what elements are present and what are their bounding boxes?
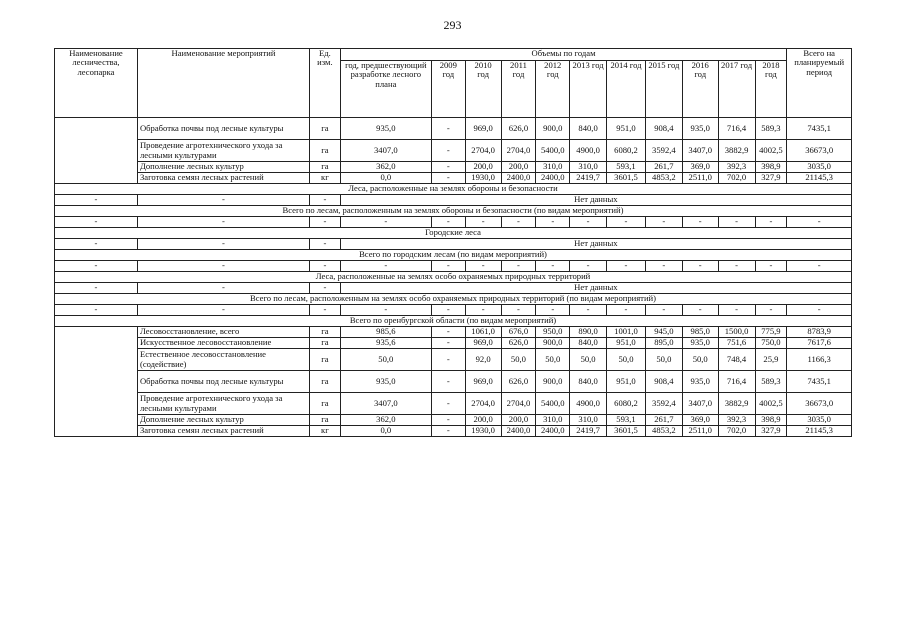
- year-value: 900,0: [536, 118, 570, 140]
- year-value: 50,0: [682, 349, 718, 371]
- total-value: 36673,0: [787, 140, 852, 162]
- dash-cell: -: [310, 283, 341, 294]
- year-value: 969,0: [465, 338, 501, 349]
- year-value: 593,1: [607, 162, 646, 173]
- dash-cell: -: [570, 217, 607, 228]
- year-value: 2400,0: [536, 426, 570, 437]
- unit-cell: га: [310, 371, 341, 393]
- unit-cell: га: [310, 327, 341, 338]
- year-value: 4002,5: [755, 393, 787, 415]
- total-value: 7617,6: [787, 338, 852, 349]
- section-row: [55, 250, 852, 261]
- year-value: -: [431, 140, 465, 162]
- dash-cell: -: [55, 195, 138, 206]
- year-value: 3882,9: [718, 393, 755, 415]
- table-row: [55, 217, 852, 228]
- dash-cell: -: [718, 261, 755, 272]
- unit-cell: га: [310, 140, 341, 162]
- table-row: [55, 261, 852, 272]
- table-row: [55, 338, 852, 349]
- prev-value: 0,0: [340, 426, 431, 437]
- year-value: 935,0: [682, 118, 718, 140]
- total-value: 3035,0: [787, 162, 852, 173]
- table-row: [55, 371, 852, 393]
- year-value: 261,7: [645, 415, 682, 426]
- section-row: [55, 228, 852, 239]
- dash-cell: -: [787, 305, 852, 316]
- header-year: 2017 год: [718, 61, 755, 118]
- dash-cell: -: [755, 217, 787, 228]
- year-value: 1001,0: [607, 327, 646, 338]
- year-value: 840,0: [570, 338, 607, 349]
- year-value: 1061,0: [465, 327, 501, 338]
- prev-value: 3407,0: [340, 140, 431, 162]
- year-value: 716,4: [718, 371, 755, 393]
- dash-cell: -: [465, 261, 501, 272]
- header-forestry: Наименование лесничества, лесопарка: [55, 49, 138, 118]
- section-row: [55, 316, 852, 327]
- dash-cell: -: [787, 217, 852, 228]
- table-row: [55, 239, 852, 250]
- dash-cell: -: [55, 305, 138, 316]
- year-value: 310,0: [536, 162, 570, 173]
- year-value: 310,0: [536, 415, 570, 426]
- year-value: 6080,2: [607, 140, 646, 162]
- year-value: 369,0: [682, 162, 718, 173]
- year-value: 2419,7: [570, 426, 607, 437]
- table-row: [55, 140, 852, 162]
- activity-name: Дополнение лесных культур: [137, 415, 309, 426]
- year-value: 950,0: [536, 327, 570, 338]
- header-year: 2010 год: [465, 61, 501, 118]
- total-value: 8783,9: [787, 327, 852, 338]
- year-value: 25,9: [755, 349, 787, 371]
- unit-cell: кг: [310, 173, 341, 184]
- header-year: 2015 год: [645, 61, 682, 118]
- year-value: 4853,2: [645, 426, 682, 437]
- dash-cell: -: [55, 239, 138, 250]
- year-value: 895,0: [645, 338, 682, 349]
- table-row: [55, 305, 852, 316]
- year-value: 392,3: [718, 162, 755, 173]
- section-heading: Всего по лесам, расположенным на землях обороны и безопасности (по видам мероприятий): [55, 206, 852, 217]
- year-value: 900,0: [536, 338, 570, 349]
- table-row: [55, 195, 852, 206]
- dash-cell: -: [55, 261, 138, 272]
- header-prev-year: год, предшествующий разработке лесного плана: [340, 61, 431, 118]
- section-row: [55, 206, 852, 217]
- section-heading: Всего по городским лесам (по видам мероприятий): [55, 250, 852, 261]
- year-value: 626,0: [501, 371, 536, 393]
- year-value: 4900,0: [570, 140, 607, 162]
- unit-cell: кг: [310, 426, 341, 437]
- year-value: 392,3: [718, 415, 755, 426]
- year-value: 1500,0: [718, 327, 755, 338]
- year-value: 840,0: [570, 118, 607, 140]
- year-value: 589,3: [755, 371, 787, 393]
- unit-cell: га: [310, 349, 341, 371]
- section-heading: Всего по лесам, расположенным на землях особо охраняемых природных территорий (по видам мероприятий): [55, 294, 852, 305]
- dash-cell: -: [718, 217, 755, 228]
- section-heading: Леса, расположенные на землях обороны и безопасности: [55, 184, 852, 195]
- year-value: -: [431, 118, 465, 140]
- year-value: 2419,7: [570, 173, 607, 184]
- dash-cell: -: [755, 305, 787, 316]
- dash-cell: -: [310, 305, 341, 316]
- prev-value: 0,0: [340, 173, 431, 184]
- year-value: 589,3: [755, 118, 787, 140]
- section-row: [55, 294, 852, 305]
- year-value: 200,0: [465, 162, 501, 173]
- year-value: 327,9: [755, 426, 787, 437]
- dash-cell: -: [340, 305, 431, 316]
- year-value: 935,0: [682, 338, 718, 349]
- total-value: 7435,1: [787, 118, 852, 140]
- year-value: 716,4: [718, 118, 755, 140]
- year-value: -: [431, 173, 465, 184]
- year-value: 2511,0: [682, 426, 718, 437]
- year-value: 750,0: [755, 338, 787, 349]
- year-value: 261,7: [645, 162, 682, 173]
- dash-cell: -: [340, 217, 431, 228]
- section-heading: Леса, расположенные на землях особо охраняемых природных территорий: [55, 272, 852, 283]
- table-row: [55, 349, 852, 371]
- dash-cell: -: [137, 239, 309, 250]
- year-value: 50,0: [570, 349, 607, 371]
- header-year: 2013 год: [570, 61, 607, 118]
- year-value: 398,9: [755, 415, 787, 426]
- header-year: 2014 год: [607, 61, 646, 118]
- header-year: 2016 год: [682, 61, 718, 118]
- dash-cell: -: [682, 217, 718, 228]
- prev-value: 935,6: [340, 338, 431, 349]
- year-value: 2704,0: [465, 140, 501, 162]
- year-value: -: [431, 371, 465, 393]
- dash-cell: -: [570, 261, 607, 272]
- no-data-cell: Нет данных: [340, 195, 851, 206]
- year-value: 3407,0: [682, 393, 718, 415]
- dash-cell: -: [645, 305, 682, 316]
- year-value: 50,0: [501, 349, 536, 371]
- year-value: 1930,0: [465, 426, 501, 437]
- year-value: 969,0: [465, 118, 501, 140]
- dash-cell: -: [465, 217, 501, 228]
- year-value: 50,0: [607, 349, 646, 371]
- activity-name: Проведение агротехнического ухода за лесными культурами: [137, 140, 309, 162]
- dash-cell: -: [465, 305, 501, 316]
- header-year: 2009 год: [431, 61, 465, 118]
- year-value: 2400,0: [536, 173, 570, 184]
- section-row: [55, 272, 852, 283]
- year-value: 840,0: [570, 371, 607, 393]
- year-value: 748,4: [718, 349, 755, 371]
- year-value: 969,0: [465, 371, 501, 393]
- year-value: 200,0: [501, 415, 536, 426]
- year-value: 951,0: [607, 118, 646, 140]
- year-value: -: [431, 426, 465, 437]
- unit-cell: га: [310, 118, 341, 140]
- unit-cell: га: [310, 393, 341, 415]
- header-activity: Наименование мероприятий: [137, 49, 309, 118]
- year-value: 3592,4: [645, 140, 682, 162]
- dash-cell: -: [501, 305, 536, 316]
- table-row: [55, 393, 852, 415]
- dash-cell: -: [137, 261, 309, 272]
- dash-cell: -: [137, 283, 309, 294]
- year-value: 626,0: [501, 338, 536, 349]
- dash-cell: -: [431, 217, 465, 228]
- total-value: 36673,0: [787, 393, 852, 415]
- dash-cell: -: [137, 305, 309, 316]
- section-heading: Городские леса: [55, 228, 852, 239]
- header-total: Всего на планируемый период: [787, 49, 852, 118]
- total-value: 3035,0: [787, 415, 852, 426]
- dash-cell: -: [718, 305, 755, 316]
- table-row: [55, 415, 852, 426]
- year-value: 908,4: [645, 371, 682, 393]
- dash-cell: -: [310, 217, 341, 228]
- table-row: [55, 118, 852, 140]
- activity-name: Заготовка семян лесных растений: [137, 426, 309, 437]
- year-value: 775,9: [755, 327, 787, 338]
- year-value: 4900,0: [570, 393, 607, 415]
- year-value: 5400,0: [536, 393, 570, 415]
- total-value: 21145,3: [787, 426, 852, 437]
- prev-value: 362,0: [340, 162, 431, 173]
- year-value: 2704,0: [501, 140, 536, 162]
- dash-cell: -: [137, 195, 309, 206]
- dash-cell: -: [137, 217, 309, 228]
- year-value: 3407,0: [682, 140, 718, 162]
- activity-name: Искусственное лесовосстановление: [137, 338, 309, 349]
- year-value: 4853,2: [645, 173, 682, 184]
- page-number: 293: [443, 18, 462, 32]
- unit-cell: га: [310, 162, 341, 173]
- table-row: [55, 327, 852, 338]
- year-value: 398,9: [755, 162, 787, 173]
- year-value: 5400,0: [536, 140, 570, 162]
- year-value: 702,0: [718, 426, 755, 437]
- year-value: 369,0: [682, 415, 718, 426]
- year-value: 3601,5: [607, 173, 646, 184]
- year-value: 702,0: [718, 173, 755, 184]
- dash-cell: -: [55, 283, 138, 294]
- header-unit: Ед. изм.: [310, 49, 341, 118]
- forest-activities-table: [54, 48, 852, 437]
- dash-cell: -: [55, 217, 138, 228]
- activity-name: Обработка почвы под лесные культуры: [137, 118, 309, 140]
- year-value: 2400,0: [501, 173, 536, 184]
- dash-cell: -: [536, 261, 570, 272]
- total-value: 1166,3: [787, 349, 852, 371]
- unit-cell: га: [310, 338, 341, 349]
- dash-cell: -: [501, 217, 536, 228]
- prev-value: 362,0: [340, 415, 431, 426]
- no-data-cell: Нет данных: [340, 239, 851, 250]
- activity-name: Проведение агротехнического ухода за лесными культурами: [137, 393, 309, 415]
- dash-cell: -: [607, 261, 646, 272]
- year-value: 2704,0: [465, 393, 501, 415]
- table-row: [55, 173, 852, 184]
- year-value: 50,0: [645, 349, 682, 371]
- year-value: 900,0: [536, 371, 570, 393]
- prev-value: 985,6: [340, 327, 431, 338]
- forestry-cell: [55, 118, 138, 184]
- activity-name: Естественное лесовосстановление (содействие): [137, 349, 309, 371]
- forestry-cell: [55, 327, 138, 437]
- year-value: 200,0: [465, 415, 501, 426]
- year-value: -: [431, 349, 465, 371]
- year-value: 3601,5: [607, 426, 646, 437]
- dash-cell: -: [310, 261, 341, 272]
- year-value: 3592,4: [645, 393, 682, 415]
- prev-value: 935,0: [340, 371, 431, 393]
- year-value: 751,6: [718, 338, 755, 349]
- year-value: 310,0: [570, 162, 607, 173]
- section-row: [55, 184, 852, 195]
- year-value: 327,9: [755, 173, 787, 184]
- year-value: 676,0: [501, 327, 536, 338]
- header-year: 2011 год: [501, 61, 536, 118]
- prev-value: 935,0: [340, 118, 431, 140]
- dash-cell: -: [787, 261, 852, 272]
- header-year: 2018 год: [755, 61, 787, 118]
- dash-cell: -: [682, 261, 718, 272]
- no-data-cell: Нет данных: [340, 283, 851, 294]
- year-value: -: [431, 338, 465, 349]
- total-value: 7435,1: [787, 371, 852, 393]
- year-value: -: [431, 393, 465, 415]
- year-value: 985,0: [682, 327, 718, 338]
- year-value: 200,0: [501, 162, 536, 173]
- dash-cell: -: [310, 239, 341, 250]
- dash-cell: -: [570, 305, 607, 316]
- year-value: -: [431, 327, 465, 338]
- year-value: 890,0: [570, 327, 607, 338]
- table-row: [55, 162, 852, 173]
- total-value: 21145,3: [787, 173, 852, 184]
- year-value: 626,0: [501, 118, 536, 140]
- prev-value: 50,0: [340, 349, 431, 371]
- activity-name: Лесовосстановление, всего: [137, 327, 309, 338]
- year-value: 310,0: [570, 415, 607, 426]
- dash-cell: -: [501, 261, 536, 272]
- year-value: 593,1: [607, 415, 646, 426]
- year-value: 945,0: [645, 327, 682, 338]
- year-value: 50,0: [536, 349, 570, 371]
- year-value: -: [431, 162, 465, 173]
- dash-cell: -: [755, 261, 787, 272]
- dash-cell: -: [645, 217, 682, 228]
- dash-cell: -: [536, 217, 570, 228]
- year-value: 2704,0: [501, 393, 536, 415]
- year-value: 951,0: [607, 371, 646, 393]
- year-value: 4002,5: [755, 140, 787, 162]
- year-value: 2511,0: [682, 173, 718, 184]
- header-volumes: Объемы по годам: [340, 49, 787, 61]
- year-value: 6080,2: [607, 393, 646, 415]
- year-value: 1930,0: [465, 173, 501, 184]
- dash-cell: -: [645, 261, 682, 272]
- activity-name: Дополнение лесных культур: [137, 162, 309, 173]
- year-value: 92,0: [465, 349, 501, 371]
- activity-name: Обработка почвы под лесные культуры: [137, 371, 309, 393]
- year-value: 935,0: [682, 371, 718, 393]
- year-value: -: [431, 415, 465, 426]
- dash-cell: -: [431, 261, 465, 272]
- dash-cell: -: [682, 305, 718, 316]
- year-value: 951,0: [607, 338, 646, 349]
- section-heading: Всего по оренбургской области (по видам мероприятий): [55, 316, 852, 327]
- unit-cell: га: [310, 415, 341, 426]
- dash-cell: -: [431, 305, 465, 316]
- dash-cell: -: [607, 217, 646, 228]
- year-value: 2400,0: [501, 426, 536, 437]
- dash-cell: -: [310, 195, 341, 206]
- prev-value: 3407,0: [340, 393, 431, 415]
- activity-name: Заготовка семян лесных растений: [137, 173, 309, 184]
- dash-cell: -: [536, 305, 570, 316]
- dash-cell: -: [607, 305, 646, 316]
- year-value: 3882,9: [718, 140, 755, 162]
- dash-cell: -: [340, 261, 431, 272]
- table-row: [55, 426, 852, 437]
- table-row: [55, 283, 852, 294]
- header-year: 2012 год: [536, 61, 570, 118]
- year-value: 908,4: [645, 118, 682, 140]
